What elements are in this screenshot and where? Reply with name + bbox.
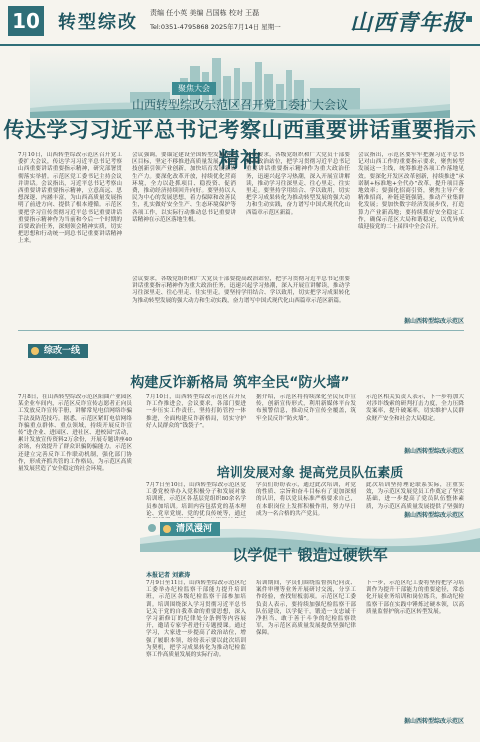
- newspaper-logo: [350, 6, 472, 36]
- story2-byline: 据山西转型综改示范区: [403, 448, 464, 455]
- story3-col2: 学员们纷纷表示，通过此次培训，对党的性质、宗旨和奋斗目标有了更加深刻的认识，将以党员标准严格要求自己，在本职岗位上发挥积极作用，努力早日成为一名合格的共产党员。: [256, 482, 356, 517]
- banner-kicker: 聚焦大会: [172, 82, 216, 95]
- story2-headline: 构建反诈新格局 筑牢全民“防火墙”: [130, 375, 350, 391]
- logo-mark-icon: [466, 16, 472, 22]
- leaf-icon: [163, 525, 171, 533]
- story2-col2: 7月10日，山西转型综改示范区召开反诈工作推进会，会议要求，各部门要进一步压实工作责任，坚持打防管控一体推进，全面构建反诈新格局，切实守护好人民群众的“钱袋子”。: [146, 394, 246, 429]
- story1-col1: 7月10日，山西转型综改示范区召开党工委扩大会议，传达学习习近平总书记考察山西重要讲话重要指示精神，研究部署贯彻落实举措。示范区党工委书记主持会议并讲话。会议指出，习近平总书记考察山西重要讲话重要指示精神，立意高远、思想深邃、内涵丰富，为山西高质量发展指明了前进方向、提供了根本遵循。示范区要把学习宣传贯彻习近平总书记重要讲话重要指示精神作为当前和今后一个时期的首要政治任务，深刻领会精神实质，切实把思想和行动统一到总书记重要讲话精神上来。: [18, 152, 122, 245]
- story1-col2: 会议强调，要锚定建设全国转型发展示范区目标，坚定不移推进高质量发展，以科技创新引领产业创新，加快培育发展新质生产力。要深化改革开放，持续优化营商环境，全力以赴抓项目、稳投资、促消费，推动经济持续回升向好。要坚持以人民为中心的发展思想，着力保障和改善民生，扎实做好安全生产、生态环境保护等各项工作，以实际行动推动总书记重要讲话精神在示范区落地生根。: [132, 152, 236, 223]
- story4-col3: 下一步，示范区纪工委将坚持把学习培训作为提升干部能力的重要途径，常态化开展业务培训和岗位练兵，推动纪检监察干部在实践中锤炼过硬本领，以高质量监督护航示范区转型发展。: [366, 580, 464, 615]
- story4-col2: 培训期间，学员们围绕监督执纪问责、案件审理等业务开展研讨交流，分享工作经验，查找短板弱项。示范区纪工委负责人表示，要持续加强纪检监察干部队伍建设，以学促干，锻造一支忠诚干净担当、敢于善于斗争的纪检监察铁军，为示范区高质量发展提供坚强纪律保障。: [256, 580, 356, 637]
- logo-text: 山西青年报: [350, 10, 466, 36]
- ribbon-tag-label: 清风漫河: [176, 524, 213, 534]
- story3-col3: 此次培训坚持理论联系实际，注重实效，为示范区发展党员工作奠定了坚实基础，进一步提高了党员队伍整体素质，为示范区高质量发展提供了坚强的: [366, 482, 464, 510]
- story3-headline: 培训发展对象 提高党员队伍素质: [216, 466, 404, 481]
- story1-headline: 传达学习习近平总书记考察山西重要讲话重要指示精神: [3, 118, 477, 172]
- story4-left: 7月9日至11日，山西转型综改示范区纪工委举办纪检监察干部能力提升培训班，示范区各级纪检监察干部参加培训。培训围绕深入学习贯彻习近平总书记关于党的自我革命的重要思想，深入学习新修订的纪律处分条例等内容展开，邀请专家学者进行专题授课。通过学习，大家进一步提高了政治站位，增强了履职本领，纷纷表示要以此次培训为契机，把学习成果转化为推动纪检监察工作高质量发展的实际行动。: [146, 580, 246, 659]
- story3-byline: 据山西转型综改示范区: [403, 512, 464, 519]
- story1-byline: 据山西转型综改示范区: [403, 318, 464, 325]
- story4-headline: 以学促干 锻造过硬铁军: [232, 546, 388, 564]
- page-number: 10: [8, 6, 44, 36]
- editor-credits: 责编 任小英 美编 吕国栋 校对 王磊: [150, 9, 260, 17]
- contact-and-date: Tel:0351-4795868 2025年7月14日 星期一: [150, 23, 281, 31]
- story3-col1: 7月7日至10日，山西转型综改示范区党工委党校举办入党积极分子和发展对象培训班，示范区各基层党组织80余名学员参加培训。培训内容包括党的基本理论、党章党规、党的优良传统等，通过: [146, 482, 246, 517]
- story1-col-continued: 会议要求，各级党组织和广大党员干部要提高政治站位，把学习贯彻习近平总书记重要讲话重要指示精神作为重大政治任务，迅速兴起学习热潮，深入开展宣讲解读，推动学习往深里走、往心里走、往实里走。要坚持学用结合、学以致用，切实把学习成果转化为推动转型发展的强大动力和生动实践，奋力谱写中国式现代化山西篇章示范区新篇。: [132, 276, 350, 304]
- story4-byline-source: 据山西转型综改示范区: [403, 718, 464, 725]
- divider-1: [18, 330, 464, 331]
- column-tag-label: 综改一线: [44, 346, 81, 356]
- story1-col4: 会议指出，示范区要牢牢把握习近平总书记对山西工作的重要指示要求，聚焦转型发展这一主线，统筹推进各项工作落地见效。要深化开发区改革创新，持续推进“承诺制+标准地+全代办”改革，提升项目落地效率；要强化招商引资，聚焦主导产业精准招商，补链延链强链，推动产业集群化发展；要加快数字经济发展步伐，打造算力产业新高地；要持续抓好安全稳定工作，确保示范区大局和谐稳定，以优异成绩迎接党的二十届四中全会召开。: [358, 152, 464, 231]
- ribbon-tag: [160, 522, 220, 536]
- story2-col3: 据介绍，示范区将持续深化全民反诈宣传，创新宣传形式，利用新媒体平台发布预警信息，推动反诈宣传全覆盖，筑牢全民反诈“防火墙”。: [256, 394, 356, 422]
- section-title: 转型综改: [58, 12, 138, 33]
- masthead: [0, 0, 480, 46]
- tag-backdrop: [18, 338, 178, 362]
- story4-byline: 本报记者 刘素涛: [146, 572, 191, 579]
- story2-left: 7月8日，在山西转型综改示范区阳曲产业园区某企业车间内，示范区反诈宣传志愿者正向员工发放反诈宣传手册，讲解常见电信网络诈骗手法及防范技巧。据悉，示范区紧盯电信网络诈骗重点群体、重点领域，持续开展反诈宣传“进企业、进园区、进社区、进校园”活动，累计发放宣传资料2万余份，开展专题讲座40余场，有效提升了群众识骗防骗能力。示范区还建立完善反诈工作联动机制，强化部门协作，形成齐抓共管的工作格局，为示范区高质量发展营造了安全稳定的社会环境。: [18, 394, 132, 473]
- story1-subhead: 山西转型综改示范区召开党工委扩大会议: [131, 98, 348, 112]
- story1-col3: 会议要求，各级党组织和广大党员干部要提高政治站位，把学习贯彻习近平总书记重要讲话重要指示精神作为重大政治任务，迅速兴起学习热潮，深入开展宣讲解读，推动学习往深里走、往心里走、往实里走。要坚持学用结合、学以致用，切实把学习成果转化为推动转型发展的强大动力和生动实践，奋力谱写中国式现代化山西篇章示范区新篇。: [246, 152, 350, 216]
- story2-col4: 示范区相关负责人表示，下一步将加大对涉诈线索的研判打击力度，全力压降发案率，提升破案率，切实维护人民群众财产安全和社会大局稳定。: [366, 394, 464, 422]
